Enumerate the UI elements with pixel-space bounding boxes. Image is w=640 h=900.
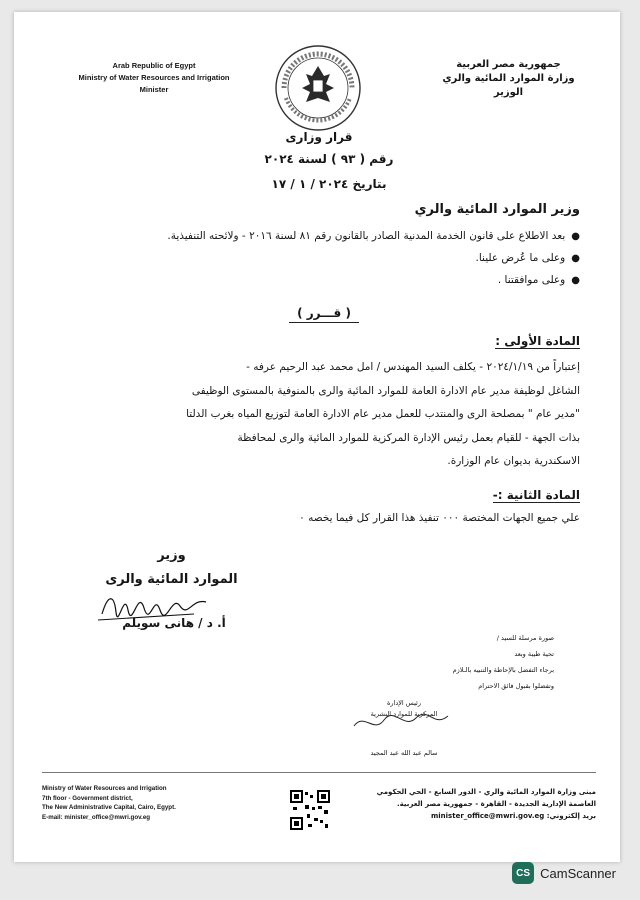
preamble-item: ● وعلى موافقتنا . <box>497 274 580 286</box>
article-1-heading: المادة الأولى : <box>495 334 580 348</box>
en-head-line: Ministry of Water Resources and Irrigation <box>78 73 230 82</box>
camscanner-icon: CS <box>512 862 534 884</box>
bullet-icon: ● <box>571 253 580 264</box>
preamble-list <box>80 230 580 296</box>
article-1-line: إعتباراً من ٢٠٢٤/١/١٩ - يكلف السيد المهندس / امل محمد عبد الرحيم عرفه - <box>246 361 580 373</box>
english-letterhead <box>54 60 254 96</box>
article-1-body <box>40 356 580 474</box>
preamble-item: ● وعلى ما عُرض علينا. <box>475 252 580 264</box>
signature-title-line: الموارد المائية والرى <box>105 572 238 587</box>
article-1-line: بذات الجهة - للقيام بعمل رئيس الإدارة المركزية للموارد المائية والرى لمحافظة <box>237 431 580 444</box>
ar-head-line: جمهورية مصر العربية <box>456 59 561 70</box>
ministry-seal-logo <box>272 42 364 134</box>
stamp-signature <box>344 708 454 738</box>
footer-email: E-mail: minister_office@mwri.gov.eg <box>42 813 151 821</box>
ar-head-line: وزارة الموارد المائية والري <box>442 73 575 84</box>
preamble-item: ● بعد الاطلاع على قانون الخدمة المدنية الصادر بالقانون رقم ٨١ لسنة ٢٠١٦ - ولائحته التنفيذية. <box>167 230 580 242</box>
signatory-name: أ. د / هانى سويلم <box>122 616 226 630</box>
footer-divider <box>42 772 596 773</box>
bullet-icon: ● <box>571 231 580 242</box>
document-page <box>14 12 620 862</box>
hr-stamp: رئيس الإدارة المركزية للموارد البشرية سالم عبد الله عبد المجيد <box>344 698 464 759</box>
stamp-signer: سالم عبد الله عبد المجيد <box>370 749 438 757</box>
camscanner-watermark <box>512 862 616 884</box>
camscanner-label: CamScanner <box>540 865 616 881</box>
article-1-line: الاسكندرية بديوان عام الوزارة. <box>447 455 580 467</box>
signature-title-line: وزير <box>157 548 186 563</box>
article-1-line: الشاغل لوظيفة مدير عام الادارة العامة للموارد المائية والرى بالمنوفية بالمستوى الوظيفى <box>191 384 580 397</box>
bullet-icon: ● <box>571 275 580 286</box>
article-2-heading: المادة الثانية :- <box>492 488 580 502</box>
minister-title: وزير الموارد المائية والري <box>414 202 580 217</box>
decree-title: قرار وزارى <box>285 130 353 144</box>
en-head-line: Minister <box>139 85 169 94</box>
qr-code <box>290 790 330 830</box>
article-1-line: "مدير عام " بمصلحة الرى والمنتدب للعمل مدير عام الادارة العامة لتوزيع المياه بغرب الدلتا <box>186 408 580 420</box>
decision-label: ( قـــرر ) <box>289 306 359 323</box>
ar-head-line: الوزير <box>493 87 524 98</box>
footer-arabic: مبنى وزارة الموارد المائية والري - الدور السابع - الحي الحكومي العاصمة الإدارية الجديدة - القاهرة - جمهورية مصر العربية. بريد إلكتروني: minister_office@mwri.gov.eg <box>366 786 596 822</box>
article-2-text: علي جميع الجهات المختصة ٠٠٠ تنفيذ هذا القرار كل فيما يخصه ٠ <box>299 512 580 524</box>
decree-number: رقم ( ٩٣ ) لسنة ٢٠٢٤ <box>264 152 394 166</box>
arabic-letterhead <box>421 58 596 100</box>
en-head-line: Arab Republic of Egypt <box>112 61 196 70</box>
copy-note: صورة مرسلة للسيد / تحية طيبة وبعد برجاء التفضل بالإحاطة والتنبيه بالـلازم وتفضلوا بقبول فائق الاحترام <box>452 634 554 690</box>
footer-email-ar: بريد إلكتروني: minister_office@mwri.gov.eg <box>430 812 596 820</box>
footer-english: Ministry of Water Resources and Irrigation 7th floor - Government district, The New Administrative Capital, Cairo, Egypt. E-mail: minister_office@mwri.gov.eg <box>42 784 242 822</box>
decree-date: بتاريخ ٢٠٢٤ / ١ / ١٧ <box>271 177 387 191</box>
